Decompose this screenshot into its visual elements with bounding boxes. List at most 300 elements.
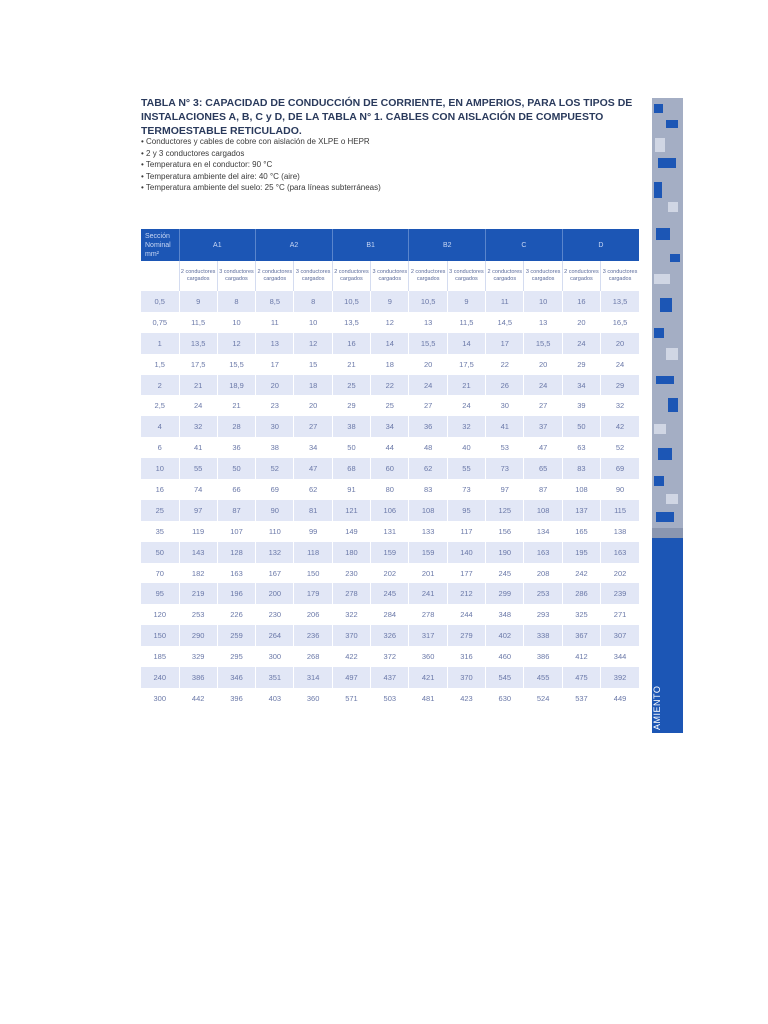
ampacity-cell: 163 bbox=[217, 563, 255, 584]
ampacity-cell: 26 bbox=[486, 375, 524, 396]
ampacity-cell: 159 bbox=[409, 542, 447, 563]
conditions-list bbox=[141, 136, 561, 194]
ampacity-cell: 143 bbox=[179, 542, 217, 563]
ampacity-cell: 29 bbox=[332, 395, 370, 416]
ampacity-cell: 244 bbox=[447, 604, 485, 625]
section-cell: 16 bbox=[141, 479, 179, 500]
ampacity-cell: 475 bbox=[562, 667, 600, 688]
table-row bbox=[141, 312, 639, 333]
ampacity-cell: 80 bbox=[371, 479, 409, 500]
ampacity-cell: 12 bbox=[217, 333, 255, 354]
pattern-block bbox=[654, 424, 666, 434]
ampacity-cell: 110 bbox=[256, 521, 294, 542]
ampacity-cell: 14 bbox=[447, 333, 485, 354]
ampacity-cell: 62 bbox=[409, 458, 447, 479]
ampacity-cell: 34 bbox=[294, 437, 332, 458]
ampacity-cell: 50 bbox=[217, 458, 255, 479]
ampacity-cell: 133 bbox=[409, 521, 447, 542]
ampacity-cell: 90 bbox=[601, 479, 639, 500]
ampacity-cell: 27 bbox=[294, 416, 332, 437]
ampacity-cell: 12 bbox=[294, 333, 332, 354]
section-cell: 50 bbox=[141, 542, 179, 563]
sub-header: 3 conductores cargados bbox=[371, 261, 409, 291]
section-cell: 70 bbox=[141, 563, 179, 584]
ampacity-cell: 52 bbox=[256, 458, 294, 479]
ampacity-cell: 21 bbox=[217, 395, 255, 416]
ampacity-cell: 230 bbox=[256, 604, 294, 625]
ampacity-cell: 99 bbox=[294, 521, 332, 542]
ampacity-cell: 21 bbox=[447, 375, 485, 396]
ampacity-cell: 317 bbox=[409, 625, 447, 646]
ampacity-cell: 326 bbox=[371, 625, 409, 646]
condition-item: • Temperatura ambiente del aire: 40 °C (aire) bbox=[141, 171, 561, 183]
ampacity-cell: 44 bbox=[371, 437, 409, 458]
ampacity-cell: 17 bbox=[486, 333, 524, 354]
ampacity-cell: 39 bbox=[562, 395, 600, 416]
ampacity-cell: 11 bbox=[486, 291, 524, 312]
ampacity-cell: 437 bbox=[371, 667, 409, 688]
ampacity-cell: 55 bbox=[447, 458, 485, 479]
ampacity-cell: 25 bbox=[332, 375, 370, 396]
ampacity-cell: 83 bbox=[409, 479, 447, 500]
ampacity-cell: 108 bbox=[562, 479, 600, 500]
ampacity-cell: 28 bbox=[217, 416, 255, 437]
ampacity-cell: 125 bbox=[486, 500, 524, 521]
ampacity-cell: 386 bbox=[524, 646, 562, 667]
ampacity-cell: 20 bbox=[562, 312, 600, 333]
ampacity-cell: 239 bbox=[601, 583, 639, 604]
pattern-block bbox=[658, 448, 672, 460]
ampacity-cell: 392 bbox=[601, 667, 639, 688]
ampacity-cell: 11 bbox=[256, 312, 294, 333]
ampacity-cell: 47 bbox=[294, 458, 332, 479]
ampacity-cell: 50 bbox=[562, 416, 600, 437]
ampacity-cell: 11,5 bbox=[447, 312, 485, 333]
ampacity-cell: 293 bbox=[524, 604, 562, 625]
table-row bbox=[141, 646, 639, 667]
ampacity-cell: 344 bbox=[601, 646, 639, 667]
ampacity-cell: 159 bbox=[371, 542, 409, 563]
ampacity-cell: 503 bbox=[371, 688, 409, 709]
ampacity-cell: 15 bbox=[294, 354, 332, 375]
table-body bbox=[141, 291, 639, 709]
ampacity-cell: 68 bbox=[332, 458, 370, 479]
ampacity-cell: 165 bbox=[562, 521, 600, 542]
ampacity-cell: 15,5 bbox=[217, 354, 255, 375]
side-decoration bbox=[652, 98, 683, 733]
pattern-block bbox=[666, 494, 678, 504]
ampacity-cell: 236 bbox=[294, 625, 332, 646]
ampacity-cell: 37 bbox=[524, 416, 562, 437]
ampacity-cell: 9 bbox=[447, 291, 485, 312]
ampacity-cell: 90 bbox=[256, 500, 294, 521]
pattern-block bbox=[666, 348, 678, 360]
ampacity-cell: 421 bbox=[409, 667, 447, 688]
sub-header: 3 conductores cargados bbox=[601, 261, 639, 291]
ampacity-cell: 242 bbox=[562, 563, 600, 584]
ampacity-cell: 571 bbox=[332, 688, 370, 709]
section-cell: 6 bbox=[141, 437, 179, 458]
ampacity-cell: 15,5 bbox=[409, 333, 447, 354]
ampacity-cell: 259 bbox=[217, 625, 255, 646]
section-cell: 35 bbox=[141, 521, 179, 542]
condition-item: • Temperatura en el conductor: 90 °C bbox=[141, 159, 561, 171]
ampacity-cell: 268 bbox=[294, 646, 332, 667]
ampacity-cell: 91 bbox=[332, 479, 370, 500]
table-row bbox=[141, 291, 639, 312]
group-header: A2 bbox=[256, 229, 333, 261]
ampacity-cell: 66 bbox=[217, 479, 255, 500]
ampacity-cell: 29 bbox=[601, 375, 639, 396]
ampacity-cell: 20 bbox=[524, 354, 562, 375]
group-header-row bbox=[141, 229, 639, 261]
ampacity-cell: 121 bbox=[332, 500, 370, 521]
ampacity-cell: 497 bbox=[332, 667, 370, 688]
ampacity-cell: 422 bbox=[332, 646, 370, 667]
group-header: A1 bbox=[179, 229, 256, 261]
ampacity-cell: 20 bbox=[256, 375, 294, 396]
ampacity-cell: 271 bbox=[601, 604, 639, 625]
ampacity-cell: 36 bbox=[409, 416, 447, 437]
ampacity-cell: 27 bbox=[524, 395, 562, 416]
ampacity-cell: 24 bbox=[524, 375, 562, 396]
table-row bbox=[141, 563, 639, 584]
ampacity-cell: 9 bbox=[179, 291, 217, 312]
ampacity-cell: 132 bbox=[256, 542, 294, 563]
ampacity-cell: 278 bbox=[332, 583, 370, 604]
ampacity-cell: 24 bbox=[409, 375, 447, 396]
ampacity-cell: 16,5 bbox=[601, 312, 639, 333]
ampacity-cell: 115 bbox=[601, 500, 639, 521]
section-header: Sección Nominal mm² bbox=[141, 229, 179, 261]
section-cell: 185 bbox=[141, 646, 179, 667]
table-row bbox=[141, 500, 639, 521]
ampacity-cell: 20 bbox=[294, 395, 332, 416]
ampacity-cell: 10 bbox=[294, 312, 332, 333]
ampacity-cell: 140 bbox=[447, 542, 485, 563]
ampacity-cell: 177 bbox=[447, 563, 485, 584]
table-row bbox=[141, 333, 639, 354]
ampacity-cell: 13 bbox=[524, 312, 562, 333]
ampacity-cell: 50 bbox=[332, 437, 370, 458]
table-row bbox=[141, 395, 639, 416]
ampacity-cell: 316 bbox=[447, 646, 485, 667]
ampacity-cell: 65 bbox=[524, 458, 562, 479]
pattern-block bbox=[654, 182, 662, 198]
condition-item: • Temperatura ambiente del suelo: 25 °C (para líneas subterráneas) bbox=[141, 182, 561, 194]
ampacity-cell: 13 bbox=[256, 333, 294, 354]
ampacity-cell: 253 bbox=[524, 583, 562, 604]
ampacity-cell: 62 bbox=[294, 479, 332, 500]
ampacity-cell: 128 bbox=[217, 542, 255, 563]
ampacity-cell: 63 bbox=[562, 437, 600, 458]
ampacity-cell: 156 bbox=[486, 521, 524, 542]
pattern-block bbox=[658, 158, 676, 168]
group-header: B1 bbox=[332, 229, 409, 261]
ampacity-cell: 630 bbox=[486, 688, 524, 709]
group-header: D bbox=[562, 229, 639, 261]
ampacity-cell: 24 bbox=[179, 395, 217, 416]
sub-header: 2 conductores cargados bbox=[256, 261, 294, 291]
group-header: B2 bbox=[409, 229, 486, 261]
pattern-block bbox=[655, 138, 665, 152]
ampacity-cell: 22 bbox=[371, 375, 409, 396]
ampacity-cell: 95 bbox=[447, 500, 485, 521]
table-row bbox=[141, 583, 639, 604]
ampacity-cell: 10,5 bbox=[332, 291, 370, 312]
section-cell: 95 bbox=[141, 583, 179, 604]
ampacity-cell: 87 bbox=[524, 479, 562, 500]
ampacity-cell: 182 bbox=[179, 563, 217, 584]
sub-header: 3 conductores cargados bbox=[524, 261, 562, 291]
ampacity-cell: 18 bbox=[294, 375, 332, 396]
ampacity-cell: 195 bbox=[562, 542, 600, 563]
ampacity-cell: 13,5 bbox=[332, 312, 370, 333]
ampacity-cell: 87 bbox=[217, 500, 255, 521]
pattern-block bbox=[656, 228, 670, 240]
ampacity-cell: 322 bbox=[332, 604, 370, 625]
table-row bbox=[141, 354, 639, 375]
ampacity-cell: 278 bbox=[409, 604, 447, 625]
ampacity-cell: 25 bbox=[371, 395, 409, 416]
ampacity-cell: 81 bbox=[294, 500, 332, 521]
ampacity-cell: 245 bbox=[486, 563, 524, 584]
ampacity-cell: 17,5 bbox=[447, 354, 485, 375]
ampacity-cell: 40 bbox=[447, 437, 485, 458]
section-cell: 300 bbox=[141, 688, 179, 709]
ampacity-cell: 402 bbox=[486, 625, 524, 646]
ampacity-cell: 83 bbox=[562, 458, 600, 479]
section-cell: 0,75 bbox=[141, 312, 179, 333]
ampacity-cell: 42 bbox=[601, 416, 639, 437]
ampacity-cell: 284 bbox=[371, 604, 409, 625]
ampacity-cell: 34 bbox=[562, 375, 600, 396]
ampacity-cell: 30 bbox=[486, 395, 524, 416]
ampacity-cell: 13,5 bbox=[179, 333, 217, 354]
section-cell: 120 bbox=[141, 604, 179, 625]
ampacity-cell: 179 bbox=[294, 583, 332, 604]
section-cell: 1,5 bbox=[141, 354, 179, 375]
ampacity-cell: 386 bbox=[179, 667, 217, 688]
ampacity-cell: 202 bbox=[601, 563, 639, 584]
ampacity-cell: 412 bbox=[562, 646, 600, 667]
ampacity-cell: 286 bbox=[562, 583, 600, 604]
ampacity-cell: 264 bbox=[256, 625, 294, 646]
ampacity-cell: 208 bbox=[524, 563, 562, 584]
ampacity-cell: 9 bbox=[371, 291, 409, 312]
ampacity-cell: 107 bbox=[217, 521, 255, 542]
table-row bbox=[141, 521, 639, 542]
ampacity-cell: 32 bbox=[179, 416, 217, 437]
sub-header: 2 conductores cargados bbox=[179, 261, 217, 291]
ampacity-cell: 21 bbox=[332, 354, 370, 375]
ampacity-cell: 32 bbox=[601, 395, 639, 416]
ampacity-cell: 10,5 bbox=[409, 291, 447, 312]
section-cell: 10 bbox=[141, 458, 179, 479]
ampacity-cell: 36 bbox=[217, 437, 255, 458]
ampacity-cell: 307 bbox=[601, 625, 639, 646]
ampacity-cell: 537 bbox=[562, 688, 600, 709]
ampacity-cell: 20 bbox=[601, 333, 639, 354]
ampacity-cell: 180 bbox=[332, 542, 370, 563]
ampacity-cell: 18,9 bbox=[217, 375, 255, 396]
ampacity-cell: 24 bbox=[447, 395, 485, 416]
side-label: AMIENTO bbox=[652, 685, 662, 730]
ampacity-cell: 20 bbox=[409, 354, 447, 375]
ampacity-cell: 47 bbox=[524, 437, 562, 458]
ampacity-cell: 196 bbox=[217, 583, 255, 604]
ampacity-cell: 403 bbox=[256, 688, 294, 709]
ampacity-cell: 38 bbox=[332, 416, 370, 437]
ampacity-cell: 18 bbox=[371, 354, 409, 375]
ampacity-cell: 325 bbox=[562, 604, 600, 625]
ampacity-cell: 370 bbox=[332, 625, 370, 646]
ampacity-cell: 524 bbox=[524, 688, 562, 709]
sub-header-blank bbox=[141, 261, 179, 291]
condition-item: • 2 y 3 conductores cargados bbox=[141, 148, 561, 160]
ampacity-cell: 137 bbox=[562, 500, 600, 521]
ampacity-cell: 8 bbox=[294, 291, 332, 312]
table-row bbox=[141, 375, 639, 396]
table-row bbox=[141, 542, 639, 563]
table-row bbox=[141, 667, 639, 688]
ampacity-cell: 14,5 bbox=[486, 312, 524, 333]
ampacity-cell: 69 bbox=[256, 479, 294, 500]
ampacity-cell: 10 bbox=[524, 291, 562, 312]
ampacity-cell: 16 bbox=[332, 333, 370, 354]
sub-header: 2 conductores cargados bbox=[409, 261, 447, 291]
ampacity-cell: 53 bbox=[486, 437, 524, 458]
ampacity-cell: 299 bbox=[486, 583, 524, 604]
section-cell: 4 bbox=[141, 416, 179, 437]
section-cell: 1 bbox=[141, 333, 179, 354]
sub-header: 2 conductores cargados bbox=[332, 261, 370, 291]
ampacity-cell: 245 bbox=[371, 583, 409, 604]
section-cell: 25 bbox=[141, 500, 179, 521]
ampacity-cell: 295 bbox=[217, 646, 255, 667]
ampacity-cell: 23 bbox=[256, 395, 294, 416]
pattern-block bbox=[654, 104, 663, 113]
ampacity-cell: 34 bbox=[371, 416, 409, 437]
ampacity-cell: 108 bbox=[524, 500, 562, 521]
ampacity-cell: 10 bbox=[217, 312, 255, 333]
ampacity-cell: 206 bbox=[294, 604, 332, 625]
ampacity-cell: 149 bbox=[332, 521, 370, 542]
ampacity-cell: 73 bbox=[447, 479, 485, 500]
ampacity-cell: 338 bbox=[524, 625, 562, 646]
sub-header-row bbox=[141, 261, 639, 291]
ampacity-cell: 11,5 bbox=[179, 312, 217, 333]
ampacity-cell: 41 bbox=[179, 437, 217, 458]
ampacity-cell: 27 bbox=[409, 395, 447, 416]
group-header: C bbox=[486, 229, 563, 261]
table-row bbox=[141, 688, 639, 709]
ampacity-cell: 108 bbox=[409, 500, 447, 521]
ampacity-cell: 106 bbox=[371, 500, 409, 521]
sub-header: 2 conductores cargados bbox=[562, 261, 600, 291]
table-row bbox=[141, 437, 639, 458]
ampacity-cell: 460 bbox=[486, 646, 524, 667]
table-row bbox=[141, 625, 639, 646]
ampacity-cell: 372 bbox=[371, 646, 409, 667]
pattern-block bbox=[668, 202, 678, 212]
ampacity-cell: 21 bbox=[179, 375, 217, 396]
ampacity-cell: 41 bbox=[486, 416, 524, 437]
ampacity-cell: 212 bbox=[447, 583, 485, 604]
ampacity-cell: 97 bbox=[179, 500, 217, 521]
ampacity-cell: 48 bbox=[409, 437, 447, 458]
section-cell: 240 bbox=[141, 667, 179, 688]
pattern-block bbox=[668, 398, 678, 412]
section-cell: 0,5 bbox=[141, 291, 179, 312]
ampacity-cell: 290 bbox=[179, 625, 217, 646]
table-row bbox=[141, 604, 639, 625]
ampacity-cell: 241 bbox=[409, 583, 447, 604]
ampacity-cell: 12 bbox=[371, 312, 409, 333]
ampacity-cell: 118 bbox=[294, 542, 332, 563]
table-row bbox=[141, 416, 639, 437]
ampacity-cell: 30 bbox=[256, 416, 294, 437]
sub-header: 3 conductores cargados bbox=[294, 261, 332, 291]
ampacity-cell: 226 bbox=[217, 604, 255, 625]
ampacity-cell: 38 bbox=[256, 437, 294, 458]
ampacity-cell: 150 bbox=[294, 563, 332, 584]
ampacity-cell: 442 bbox=[179, 688, 217, 709]
ampacity-cell: 163 bbox=[601, 542, 639, 563]
ampacity-cell: 14 bbox=[371, 333, 409, 354]
pattern-block bbox=[654, 328, 664, 338]
ampacity-cell: 201 bbox=[409, 563, 447, 584]
ampacity-cell: 22 bbox=[486, 354, 524, 375]
table-row bbox=[141, 479, 639, 500]
section-cell: 150 bbox=[141, 625, 179, 646]
condition-item: • Conductores y cables de cobre con aislación de XLPE o HEPR bbox=[141, 136, 561, 148]
section-cell: 2,5 bbox=[141, 395, 179, 416]
ampacity-cell: 119 bbox=[179, 521, 217, 542]
ampacity-cell: 396 bbox=[217, 688, 255, 709]
ampacity-cell: 60 bbox=[371, 458, 409, 479]
ampacity-cell: 329 bbox=[179, 646, 217, 667]
sub-header: 3 conductores cargados bbox=[447, 261, 485, 291]
ampacity-cell: 200 bbox=[256, 583, 294, 604]
ampacity-cell: 230 bbox=[332, 563, 370, 584]
ampacity-cell: 219 bbox=[179, 583, 217, 604]
document-title: TABLA N° 3: CAPACIDAD DE CONDUCCIÓN DE CORRIENTE, EN AMPERIOS, PARA LOS TIPOS DE INSTALACIONES A, B, C y D, DE LA TABLA N° 1. CABLES CON AISLACIÓN DE COMPUESTO TERMOESTABLE RETICULADO. bbox=[141, 97, 633, 137]
ampacity-cell: 346 bbox=[217, 667, 255, 688]
ampacity-cell: 360 bbox=[409, 646, 447, 667]
ampacity-cell: 32 bbox=[447, 416, 485, 437]
ampacity-cell: 131 bbox=[371, 521, 409, 542]
ampacity-cell: 367 bbox=[562, 625, 600, 646]
ampacity-cell: 163 bbox=[524, 542, 562, 563]
ampacity-cell: 370 bbox=[447, 667, 485, 688]
ampacity-cell: 360 bbox=[294, 688, 332, 709]
ampacity-cell: 16 bbox=[562, 291, 600, 312]
ampacity-cell: 13 bbox=[409, 312, 447, 333]
ampacity-cell: 17,5 bbox=[179, 354, 217, 375]
ampacity-cell: 423 bbox=[447, 688, 485, 709]
ampacity-cell: 300 bbox=[256, 646, 294, 667]
ampacity-cell: 138 bbox=[601, 521, 639, 542]
ampacity-cell: 24 bbox=[562, 333, 600, 354]
ampacity-cell: 117 bbox=[447, 521, 485, 542]
ampacity-cell: 351 bbox=[256, 667, 294, 688]
ampacity-cell: 348 bbox=[486, 604, 524, 625]
ampacity-cell: 24 bbox=[601, 354, 639, 375]
ampacity-cell: 279 bbox=[447, 625, 485, 646]
ampacity-cell: 190 bbox=[486, 542, 524, 563]
pattern-block bbox=[660, 298, 672, 312]
